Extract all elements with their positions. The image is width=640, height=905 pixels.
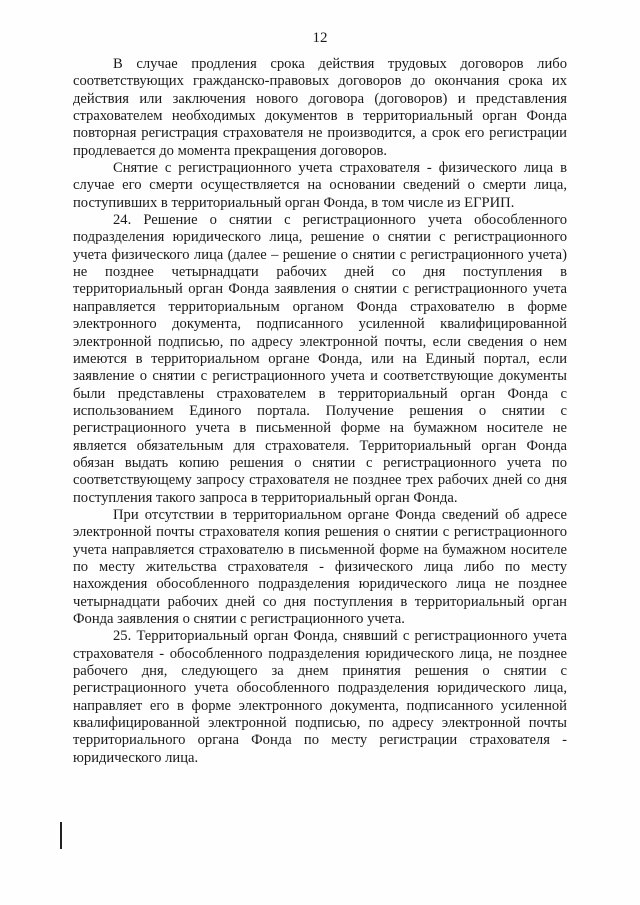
- paragraph-deregistration-on-death: Снятие с регистрационного учета страхователя - физического лица в случае его смерти осуществляется на основании сведений о смерти лица, поступивших в территориальный орган Фонда, в том числе из ЕГРИП.: [73, 160, 567, 211]
- paragraph-item-24: 24. Решение о снятии с регистрационного учета обособленного подразделения юридического лица, решение о снятии с регистрационного учета физического лица (далее – решение о снятии с регистрационного учета) не позднее четырнадцати рабочих дней со дня поступления в территориальный орган Фонда заявления о снятии с регистрационного учета направляется территориальным органом Фонда страхователю в форме электронного документа, подписанного усиленной квалифицированной электронной подписью, по адресу электронной почты, если сведения о нем имеются в территориальном органе Фонда, или на Единый портал, если заявление о снятии с регистрационного учета и соответствующие документы были представлены страхователем в территориальный орган Фонда с использованием Единого портала. Получение решения о снятии с регистрационного учета в письменной форме на бумажном носителе не является обязательным для страхователя. Территориальный орган Фонда обязан выдать копию решения о снятии с регистрационного учета по соответствующему запросу страхователя не позднее трех рабочих дней со дня поступления такого запроса в территориальный орган Фонда.: [73, 212, 567, 506]
- paragraph-item-25: 25. Территориальный орган Фонда, снявший с регистрационного учета страхователя - обособленного подразделения юридического лица, не позднее рабочего дня, следующего за днем принятия решения о снятии с регистрационного учета обособленного подразделения юридического лица, направляет его в форме электронного документа, подписанного усиленной квалифицированной электронной подписью, по адресу электронной почты территориального органа Фонда по месту регистрации страхователя - юридического лица.: [73, 628, 567, 766]
- document-body: [73, 56, 567, 767]
- scan-margin-mark: [60, 822, 62, 849]
- page-number: 12: [312, 30, 328, 46]
- paragraph-contract-extension: В случае продления срока действия трудовых договоров либо соответствующих гражданско-правовых договоров до окончания срока их действия или заключения нового договора (договоров) и представления страхователем необходимых документов в территориальный орган Фонда повторная регистрация страхователя не производится, а срок его регистрации продлевается до момента прекращения договоров.: [73, 56, 567, 159]
- paragraph-no-email-copy: При отсутствии в территориальном органе Фонда сведений об адресе электронной почты страхователя копия решения о снятии с регистрационного учета направляется страхователю в письменной форме на бумажном носителе по месту жительства страхователя - физического лица либо по месту нахождения обособленного подразделения юридического лица не позднее четырнадцати рабочих дней со дня поступления в территориальный орган Фонда заявления о снятии с регистрационного учета.: [73, 506, 567, 627]
